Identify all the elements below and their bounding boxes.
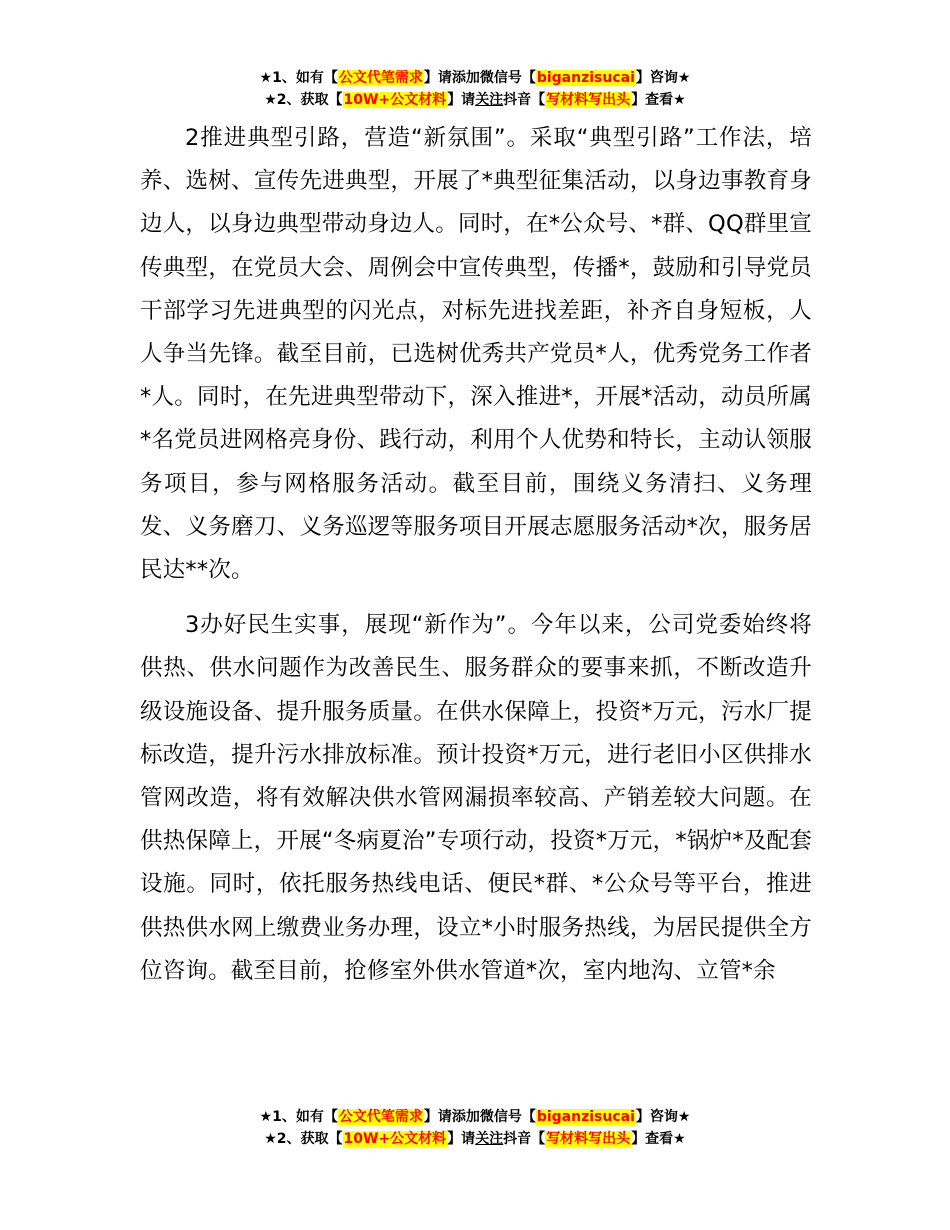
footer-highlight-ghostwriting: 公文代笔需求 bbox=[338, 1109, 423, 1125]
header-highlight-materials: 10W+公文材料 bbox=[343, 92, 447, 108]
footer-line-2-middle-b: 抖音【 bbox=[503, 1131, 546, 1147]
header-line-2-middle-b: 抖音【 bbox=[503, 92, 546, 108]
footer-line-2-middle-a: 】请 bbox=[447, 1131, 476, 1147]
footer-highlight-douyin: 写材料写出头 bbox=[546, 1131, 631, 1147]
header-line-2 bbox=[0, 89, 950, 111]
footer-follow-text: 关注 bbox=[475, 1131, 504, 1147]
header-line-1-prefix: ★1、如有【 bbox=[259, 70, 338, 86]
footer-line-1 bbox=[0, 1106, 950, 1128]
header-line-1 bbox=[0, 67, 950, 89]
footer-highlight-materials: 10W+公文材料 bbox=[343, 1131, 447, 1147]
header-highlight-ghostwriting: 公文代笔需求 bbox=[338, 70, 423, 86]
header-follow-text: 关注 bbox=[475, 92, 504, 108]
header-line-2-prefix: ★2、获取【 bbox=[264, 92, 343, 108]
paragraph-livelihood-affairs: 3办好民生实事，展现“新作为”。今年以来，公司党委始终将供热、供水问题作为改善民生、服务群众的要事来抓，不断改造升级设施设备、提升服务质量。在供水保障上，投资*万元，污水厂提标改造，提升污水排放标准。预计投资*万元，进行老旧小区供排水管网改造，将有效解决供水管网漏损率较高、产销差较大问题。在供热保障上，开展“冬病夏治”专项行动，投资*万元，*锅炉*及配套设施。同时，依托服务热线电话、便民*群、*公众号等平台，推进供热供水网上缴费业务办理，设立*小时服务热线，为居民提供全方位咨询。截至目前，抢修室外供水管道*次，室内地沟、立管*余 bbox=[140, 612, 812, 984]
footer-line-1-middle: 】请添加微信号【 bbox=[423, 1109, 536, 1125]
footer-line-1-prefix: ★1、如有【 bbox=[259, 1109, 338, 1125]
header-highlight-wechat-id: biganzisucai bbox=[536, 70, 635, 86]
header-line-2-suffix: 】查看★ bbox=[631, 92, 686, 108]
footer-banner bbox=[0, 1106, 950, 1150]
header-line-1-suffix: 】咨询★ bbox=[635, 70, 691, 86]
header-line-2-middle-a: 】请 bbox=[447, 92, 476, 108]
header-banner bbox=[0, 67, 950, 111]
footer-line-2 bbox=[0, 1128, 950, 1150]
footer-line-1-suffix: 】咨询★ bbox=[635, 1109, 691, 1125]
header-line-1-middle: 】请添加微信号【 bbox=[423, 70, 536, 86]
document-body bbox=[140, 117, 812, 993]
footer-line-2-suffix: 】查看★ bbox=[631, 1131, 686, 1147]
header-highlight-douyin: 写材料写出头 bbox=[546, 92, 631, 108]
footer-highlight-wechat-id: biganzisucai bbox=[536, 1109, 635, 1125]
footer-line-2-prefix: ★2、获取【 bbox=[264, 1131, 343, 1147]
paragraph-typical-guidance: 2推进典型引路，营造“新氛围”。采取“典型引路”工作法，培养、选树、宣传先进典型，开展了*典型征集活动，以身边事教育身边人，以身边典型带动身边人。同时，在*公众号、*群、QQ群里宣传典型，在党员大会、周例会中宣传典型，传播*，鼓励和引导党员干部学习先进典型的闪光点，对标先进找差距，补齐自身短板，人人争当先锋。截至目前，已选树优秀共产党员*人，优秀党务工作者*人。同时，在先进典型带动下，深入推进*，开展*活动，动员所属*名党员进网格亮身份、践行动，利用个人优势和特长，主动认领服务项目，参与网格服务活动。截至目前，围绕义务清扫、义务理发、义务磨刀、义务巡逻等服务项目开展志愿服务活动*次，服务居民达**次。 bbox=[140, 125, 812, 584]
